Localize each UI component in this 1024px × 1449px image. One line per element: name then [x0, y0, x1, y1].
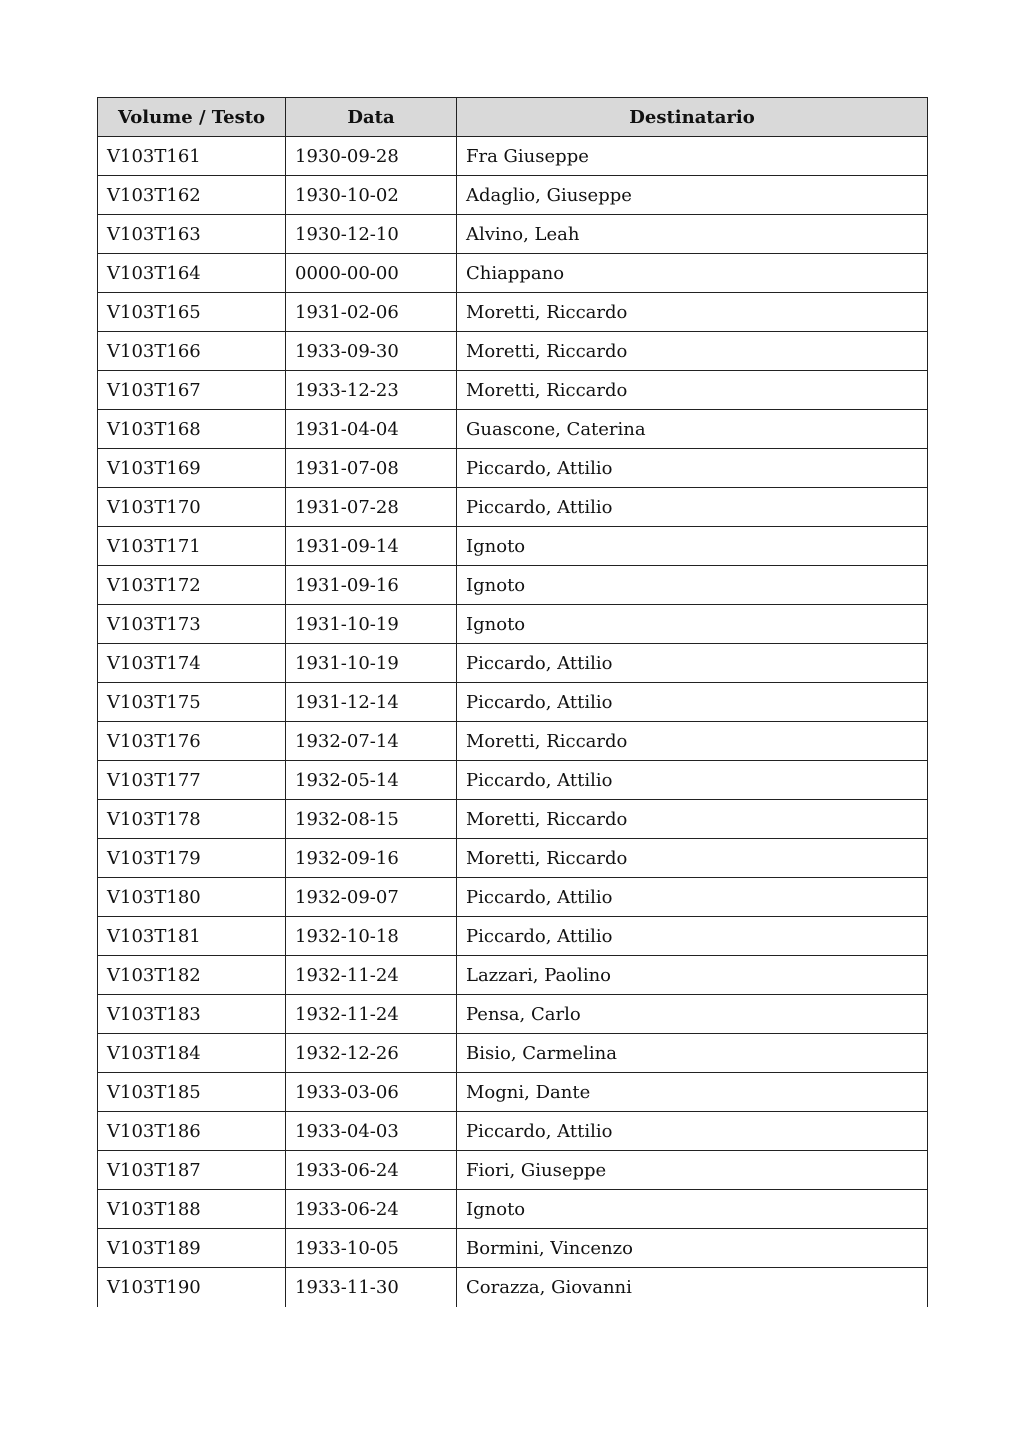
cell-date: 1932-11-24 [286, 995, 457, 1034]
cell-date: 1931-04-04 [286, 410, 457, 449]
cell-date: 1931-10-19 [286, 644, 457, 683]
cell-recipient: Piccardo, Attilio [457, 761, 928, 800]
header-destinatario: Destinatario [457, 98, 928, 137]
table-row [98, 1268, 928, 1307]
table-row [98, 644, 928, 683]
cell-date: 1933-06-24 [286, 1190, 457, 1229]
cell-recipient: Fra Giuseppe [457, 137, 928, 176]
cell-date: 1933-04-03 [286, 1112, 457, 1151]
cell-date: 1932-09-16 [286, 839, 457, 878]
cell-volume: V103T164 [98, 254, 286, 293]
cell-volume: V103T170 [98, 488, 286, 527]
cell-volume: V103T168 [98, 410, 286, 449]
cell-recipient: Piccardo, Attilio [457, 644, 928, 683]
cell-volume: V103T173 [98, 605, 286, 644]
cell-date: 1930-12-10 [286, 215, 457, 254]
table-row [98, 410, 928, 449]
cell-volume: V103T171 [98, 527, 286, 566]
cell-volume: V103T189 [98, 1229, 286, 1268]
cell-recipient: Moretti, Riccardo [457, 800, 928, 839]
cell-recipient: Moretti, Riccardo [457, 722, 928, 761]
cell-volume: V103T183 [98, 995, 286, 1034]
cell-recipient: Bormini, Vincenzo [457, 1229, 928, 1268]
cell-date: 1931-12-14 [286, 683, 457, 722]
cell-recipient: Piccardo, Attilio [457, 917, 928, 956]
table-row [98, 488, 928, 527]
cell-volume: V103T169 [98, 449, 286, 488]
cell-volume: V103T190 [98, 1268, 286, 1307]
cell-volume: V103T172 [98, 566, 286, 605]
cell-recipient: Piccardo, Attilio [457, 683, 928, 722]
cell-volume: V103T161 [98, 137, 286, 176]
table-row [98, 878, 928, 917]
cell-volume: V103T174 [98, 644, 286, 683]
cell-volume: V103T185 [98, 1073, 286, 1112]
cell-date: 1932-05-14 [286, 761, 457, 800]
cell-date: 1932-09-07 [286, 878, 457, 917]
cell-recipient: Fiori, Giuseppe [457, 1151, 928, 1190]
cell-volume: V103T186 [98, 1112, 286, 1151]
cell-date: 1932-10-18 [286, 917, 457, 956]
cell-volume: V103T187 [98, 1151, 286, 1190]
table-row [98, 1073, 928, 1112]
cell-volume: V103T188 [98, 1190, 286, 1229]
cell-volume: V103T175 [98, 683, 286, 722]
cell-recipient: Ignoto [457, 605, 928, 644]
cell-volume: V103T176 [98, 722, 286, 761]
table-row [98, 1034, 928, 1073]
table-row [98, 1229, 928, 1268]
table-row [98, 995, 928, 1034]
cell-recipient: Piccardo, Attilio [457, 449, 928, 488]
cell-recipient: Guascone, Caterina [457, 410, 928, 449]
table-row [98, 683, 928, 722]
cell-recipient: Piccardo, Attilio [457, 488, 928, 527]
cell-date: 1933-03-06 [286, 1073, 457, 1112]
cell-date: 1932-12-26 [286, 1034, 457, 1073]
letters-table [97, 97, 928, 1307]
cell-date: 1932-07-14 [286, 722, 457, 761]
cell-volume: V103T181 [98, 917, 286, 956]
table-row [98, 449, 928, 488]
cell-recipient: Piccardo, Attilio [457, 878, 928, 917]
header-row [98, 98, 928, 137]
cell-recipient: Moretti, Riccardo [457, 293, 928, 332]
cell-recipient: Bisio, Carmelina [457, 1034, 928, 1073]
header-data: Data [286, 98, 457, 137]
table-row [98, 722, 928, 761]
cell-recipient: Ignoto [457, 527, 928, 566]
cell-date: 1931-07-28 [286, 488, 457, 527]
table-body [98, 137, 928, 1307]
cell-volume: V103T184 [98, 1034, 286, 1073]
table-row [98, 800, 928, 839]
cell-date: 1933-12-23 [286, 371, 457, 410]
cell-recipient: Moretti, Riccardo [457, 332, 928, 371]
table-row [98, 761, 928, 800]
cell-recipient: Moretti, Riccardo [457, 839, 928, 878]
table-row [98, 527, 928, 566]
table-row [98, 1190, 928, 1229]
table-row [98, 254, 928, 293]
cell-recipient: Pensa, Carlo [457, 995, 928, 1034]
cell-date: 1932-11-24 [286, 956, 457, 995]
cell-volume: V103T162 [98, 176, 286, 215]
cell-volume: V103T167 [98, 371, 286, 410]
table-row [98, 1151, 928, 1190]
table-row [98, 917, 928, 956]
table-row [98, 293, 928, 332]
table-row [98, 137, 928, 176]
table-row [98, 332, 928, 371]
cell-recipient: Chiappano [457, 254, 928, 293]
header-volume-testo: Volume / Testo [98, 98, 286, 137]
cell-date: 1933-11-30 [286, 1268, 457, 1307]
cell-date: 0000-00-00 [286, 254, 457, 293]
cell-volume: V103T163 [98, 215, 286, 254]
cell-recipient: Corazza, Giovanni [457, 1268, 928, 1307]
cell-recipient: Ignoto [457, 1190, 928, 1229]
cell-recipient: Ignoto [457, 566, 928, 605]
cell-recipient: Lazzari, Paolino [457, 956, 928, 995]
table-header [98, 98, 928, 137]
cell-date: 1932-08-15 [286, 800, 457, 839]
cell-date: 1933-09-30 [286, 332, 457, 371]
cell-volume: V103T178 [98, 800, 286, 839]
cell-volume: V103T179 [98, 839, 286, 878]
cell-date: 1931-10-19 [286, 605, 457, 644]
cell-recipient: Piccardo, Attilio [457, 1112, 928, 1151]
table-row [98, 1112, 928, 1151]
cell-date: 1931-09-14 [286, 527, 457, 566]
cell-date: 1930-09-28 [286, 137, 457, 176]
table-row [98, 956, 928, 995]
cell-date: 1931-07-08 [286, 449, 457, 488]
table-row [98, 839, 928, 878]
table-row [98, 215, 928, 254]
table-row [98, 605, 928, 644]
cell-volume: V103T182 [98, 956, 286, 995]
cell-volume: V103T166 [98, 332, 286, 371]
table-row [98, 371, 928, 410]
cell-recipient: Adaglio, Giuseppe [457, 176, 928, 215]
cell-date: 1933-06-24 [286, 1151, 457, 1190]
cell-recipient: Mogni, Dante [457, 1073, 928, 1112]
cell-date: 1931-09-16 [286, 566, 457, 605]
table-row [98, 566, 928, 605]
cell-volume: V103T177 [98, 761, 286, 800]
cell-volume: V103T180 [98, 878, 286, 917]
cell-date: 1931-02-06 [286, 293, 457, 332]
cell-volume: V103T165 [98, 293, 286, 332]
cell-recipient: Alvino, Leah [457, 215, 928, 254]
cell-recipient: Moretti, Riccardo [457, 371, 928, 410]
table-row [98, 176, 928, 215]
cell-date: 1933-10-05 [286, 1229, 457, 1268]
cell-date: 1930-10-02 [286, 176, 457, 215]
